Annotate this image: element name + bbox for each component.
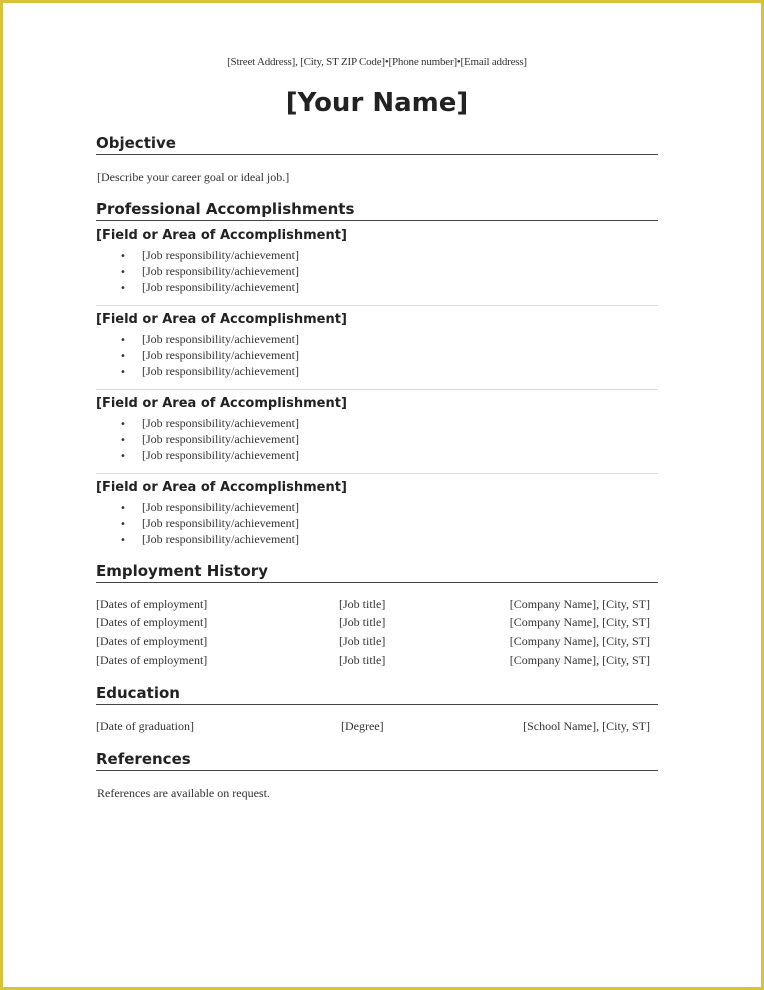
- list-item: • [Job responsibility/achievement]: [120, 348, 299, 362]
- list-item: • [Job responsibility/achievement]: [120, 280, 299, 294]
- accomplishment-field-title: [Field or Area of Accomplishment]: [96, 312, 347, 327]
- bullet-icon: •: [120, 351, 126, 362]
- list-item: • [Job responsibility/achievement]: [120, 248, 299, 262]
- bullet-icon: •: [120, 419, 126, 430]
- employment-dates: [Dates of employment]: [96, 653, 208, 667]
- bullet-icon: •: [120, 251, 126, 262]
- employment-company: [Company Name], [City, ST]: [509, 615, 650, 629]
- table-row: [96, 719, 650, 736]
- education-heading: Education: [96, 684, 658, 705]
- accomplishment-field-title: [Field or Area of Accomplishment]: [96, 228, 347, 243]
- objective-text: [Describe your career goal or ideal job.]: [97, 170, 290, 184]
- bullet-icon: •: [120, 451, 126, 462]
- degree: [Degree]: [341, 719, 384, 733]
- bullet-icon: •: [120, 267, 126, 278]
- bullet-icon: •: [120, 503, 126, 514]
- resume-name: [Your Name]: [285, 88, 469, 118]
- table-row: [96, 653, 650, 670]
- accomplishments-heading: Professional Accomplishments: [96, 200, 658, 221]
- school-name: [School Name], [City, ST]: [523, 719, 650, 733]
- table-row: [96, 634, 650, 651]
- list-item: • [Job responsibility/achievement]: [120, 364, 299, 378]
- bullet-icon: •: [120, 435, 126, 446]
- graduation-date: [Date of graduation]: [96, 719, 194, 733]
- table-row: [96, 615, 650, 632]
- list-item: • [Job responsibility/achievement]: [120, 332, 299, 346]
- employment-dates: [Dates of employment]: [96, 597, 208, 611]
- employment-company: [Company Name], [City, ST]: [509, 634, 650, 648]
- table-row: [96, 597, 650, 614]
- bullet-icon: •: [120, 535, 126, 546]
- employment-job-title: [Job title]: [339, 634, 386, 648]
- employment-company: [Company Name], [City, ST]: [509, 597, 650, 611]
- list-item: • [Job responsibility/achievement]: [120, 448, 299, 462]
- list-item: • [Job responsibility/achievement]: [120, 500, 299, 514]
- references-heading: References: [96, 750, 658, 771]
- employment-dates: [Dates of employment]: [96, 634, 208, 648]
- list-item: • [Job responsibility/achievement]: [120, 432, 299, 446]
- accomplishment-group: [96, 394, 658, 474]
- contact-line: [Street Address], [City, ST ZIP Code]•[Phone number]•[Email address]: [227, 56, 527, 68]
- bullet-icon: •: [120, 283, 126, 294]
- accomplishment-group: [96, 226, 658, 306]
- bullet-icon: •: [120, 367, 126, 378]
- bullet-icon: •: [120, 335, 126, 346]
- list-item: • [Job responsibility/achievement]: [120, 532, 299, 546]
- references-text: References are available on request.: [97, 786, 270, 800]
- employment-company: [Company Name], [City, ST]: [509, 653, 650, 667]
- list-item: • [Job responsibility/achievement]: [120, 416, 299, 430]
- accomplishment-group: [96, 478, 658, 557]
- accomplishment-field-title: [Field or Area of Accomplishment]: [96, 396, 347, 411]
- employment-job-title: [Job title]: [339, 653, 386, 667]
- accomplishment-field-title: [Field or Area of Accomplishment]: [96, 480, 347, 495]
- employment-dates: [Dates of employment]: [96, 615, 208, 629]
- employment-job-title: [Job title]: [339, 597, 386, 611]
- list-item: • [Job responsibility/achievement]: [120, 264, 299, 278]
- accomplishment-group: [96, 310, 658, 390]
- bullet-icon: •: [120, 519, 126, 530]
- employment-heading: Employment History: [96, 562, 658, 583]
- objective-heading: Objective: [96, 134, 658, 155]
- list-item: • [Job responsibility/achievement]: [120, 516, 299, 530]
- employment-job-title: [Job title]: [339, 615, 386, 629]
